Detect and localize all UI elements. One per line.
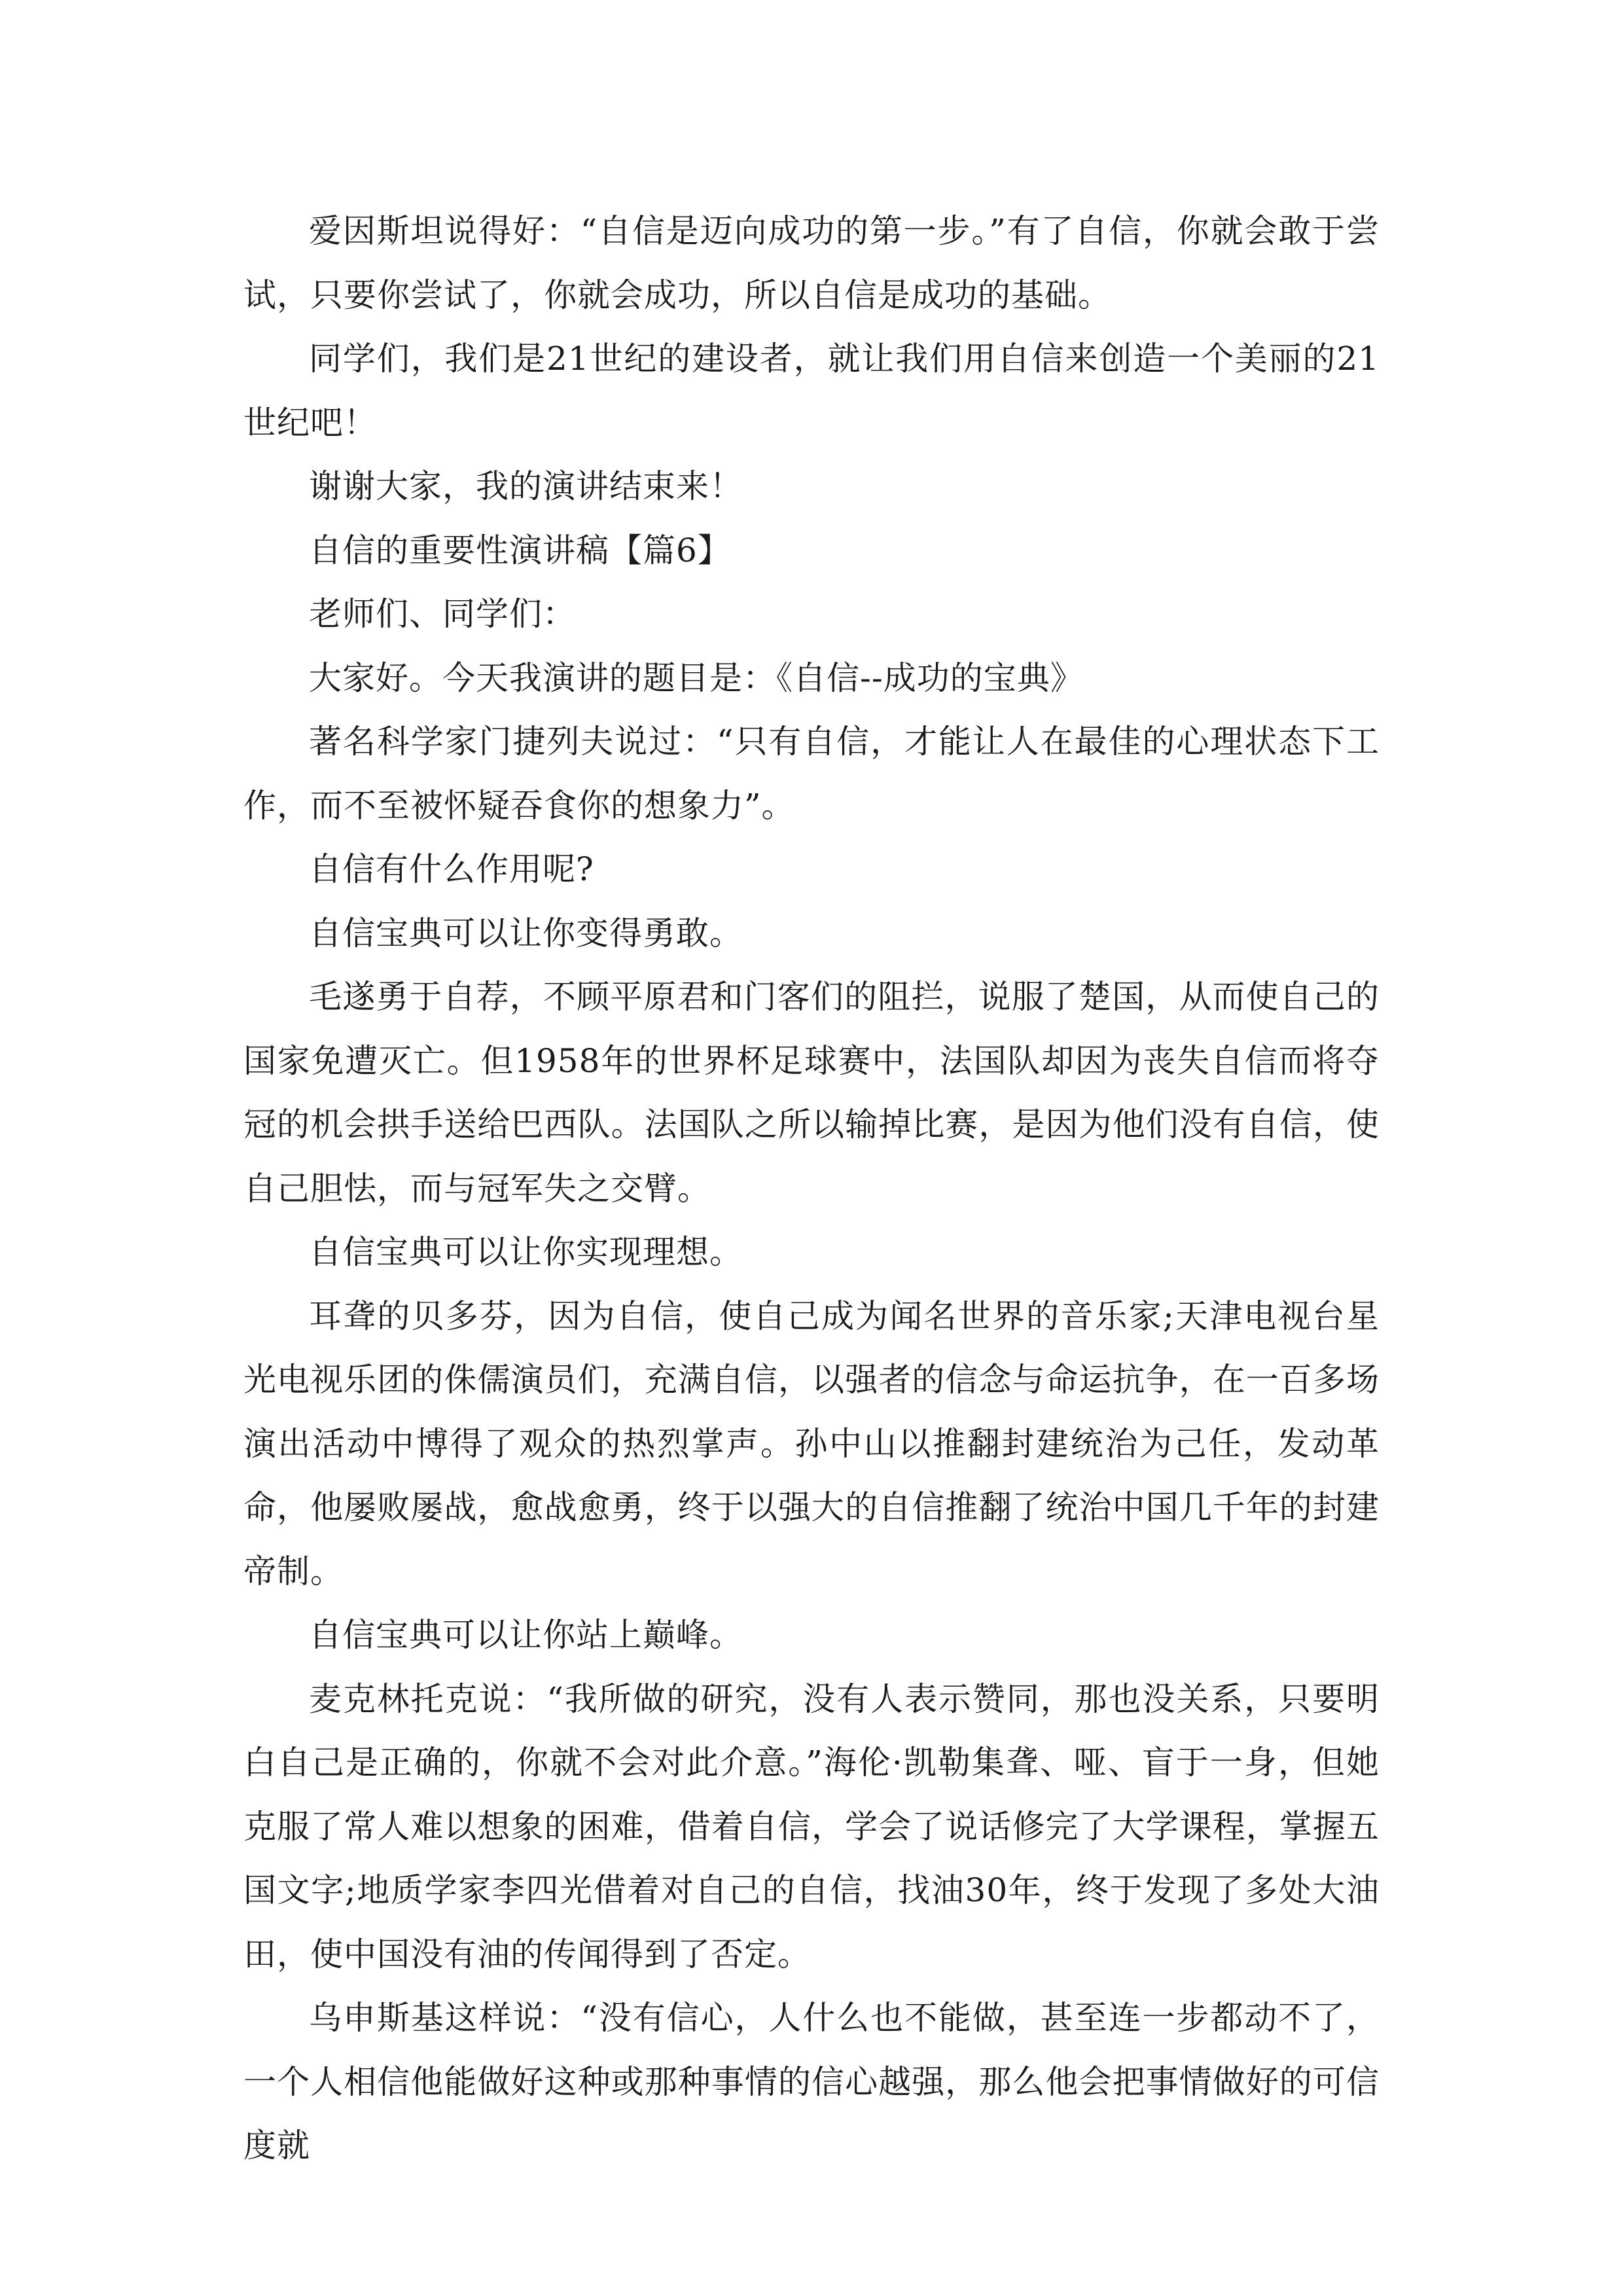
paragraph: 自信有什么作用呢? bbox=[309, 850, 594, 888]
salutation: 老师们、同学们： bbox=[309, 595, 576, 633]
paragraph: 爱因斯坦说得好：“自信是迈向成功的第一步。”有了自信，你就会敢于尝试，只要你尝试了，你就会成功，所以自信是成功的基础。 bbox=[243, 212, 1380, 314]
paragraph: 耳聋的贝多芬，因为自信，使自己成为闻名世界的音乐家;天津电视台星光电视乐团的侏儒演员们，充满自信，以强者的信念与命运抗争，在一百多场演出活动中博得了观众的热烈掌声。孙中山以推翻封建统治为己任，发动革命，他屡败屡战，愈战愈勇，终于以强大的自信推翻了统治中国几千年的封建帝制。 bbox=[243, 1297, 1380, 1590]
document-body bbox=[243, 200, 1380, 2178]
paragraph: 麦克林托克说：“我所做的研究，没有人表示赞同，那也没关系，只要明白自己是正确的，你就不会对此介意。”海伦·凯勒集聋、哑、盲于一身，但她克服了常人难以想象的困难，借着自信，学会了说话修完了大学课程，掌握五国文字;地质学家李四光借着对自己的自信，找油30年，终于发现了多处大油田，使中国没有油的传闻得到了否定。 bbox=[243, 1679, 1380, 1973]
paragraph: 自信宝典可以让你站上巅峰。 bbox=[309, 1616, 743, 1654]
paragraph: 大家好。今天我演讲的题目是：《自信--成功的宝典》 bbox=[309, 658, 1084, 697]
paragraph: 毛遂勇于自荐，不顾平原君和门客们的阻拦，说服了楚国，从而使自己的国家免遭灭亡。但1958年的世界杯足球赛中，法国队却因为丧失自信而将夺冠的机会拱手送给巴西队。法国队之所以输掉比赛，是因为他们没有自信，使自己胆怯，而与冠军失之交臂。 bbox=[243, 978, 1380, 1208]
paragraph: 谢谢大家，我的演讲结束来！ bbox=[309, 467, 743, 505]
paragraph: 乌申斯基这样说：“没有信心，人什么也不能做，甚至连一步都动不了，一个人相信他能做好这种或那种事情的信心越强，那么他会把事情做好的可信度就 bbox=[243, 1999, 1380, 2164]
section-heading: 自信的重要性演讲稿【篇6】 bbox=[309, 531, 731, 569]
paragraph: 同学们，我们是21世纪的建设者，就让我们用自信来创造一个美丽的21世纪吧！ bbox=[243, 340, 1380, 442]
paragraph: 自信宝典可以让你实现理想。 bbox=[309, 1233, 743, 1271]
paragraph: 自信宝典可以让你变得勇敢。 bbox=[309, 914, 743, 952]
paragraph: 著名科学家门捷列夫说过：“只有自信，才能让人在最佳的心理状态下工作，而不至被怀疑吞食你的想象力”。 bbox=[243, 723, 1380, 825]
